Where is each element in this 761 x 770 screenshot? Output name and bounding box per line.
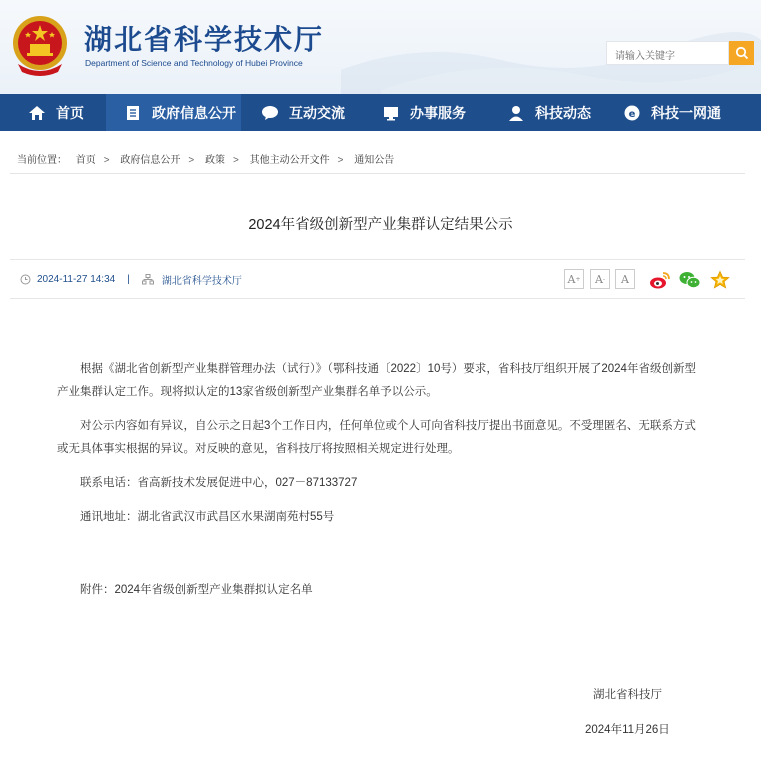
font-size-small-button[interactable] [615,269,635,289]
document-icon [124,104,142,122]
meta-divider: | [127,274,130,285]
national-emblem-icon [10,12,70,78]
globe-icon [623,104,641,122]
breadcrumb-prefix: 当前位置： [17,155,67,166]
weibo-icon [649,270,671,290]
breadcrumb-item[interactable]: 政策 [205,155,226,166]
site-subtitle: Department of Science and Technology of Hubei Province [85,58,303,68]
article-meta [20,272,242,287]
nav-item-interaction[interactable] [241,94,365,131]
article-body [57,358,707,529]
nav-item-portal[interactable] [607,94,761,131]
publish-date: 2024-11-27 14:34 [37,274,116,285]
signature: 湖北省科技厅 [593,689,662,701]
wechat-icon [679,270,701,290]
search-button[interactable] [729,41,754,65]
share-wechat-button[interactable] [679,269,701,291]
article-paragraph: 根据《湖北省创新型产业集群管理办法（试行）》（鄂科技通〔2022〕10号）要求，省科技厅组织开展了2024年省级创新型产业集群认定工作。现将拟认定的13家省级创新型产业集群名单予以公示。 [57,363,696,398]
clock-icon [20,274,31,285]
site-header [0,0,761,94]
svg-text:e: e [628,108,636,120]
favorite-button[interactable] [709,269,731,291]
breadcrumb-separator: > [337,155,344,166]
breadcrumb-separator: > [103,155,110,166]
sign-date: 2024年11月26日 [585,724,670,736]
breadcrumb [10,140,745,174]
breadcrumb-separator: > [233,155,239,166]
nav-item-news[interactable] [487,94,607,131]
font-size-large-button[interactable]: A + [564,269,584,289]
nav-item-label: 办事服务 [410,105,466,122]
person-icon [507,104,525,122]
favorite-star-icon [710,270,730,290]
font-button-label: A [567,272,576,286]
source-org-icon [142,274,154,285]
nav-item-label: 首页 [56,105,84,122]
nav-item-label: 科技一网通 [651,105,721,122]
font-size-medium-button[interactable]: A - [590,269,610,289]
breadcrumb-item[interactable]: 其他主动公开文件 [249,155,330,166]
site-title: 湖北省科学技术厅 [84,23,325,56]
contact-phone: 联系电话：省高新技术发展促进中心，027－87133727 [80,477,358,489]
search-input[interactable]: 请输入关键字 [606,41,729,65]
contact-address: 通讯地址：湖北省武汉市武昌区水果湖南苑村55号 [80,511,335,523]
breadcrumb-item[interactable]: 首页 [75,155,96,166]
font-button-label: A [595,272,603,286]
nav-item-services[interactable] [365,94,487,131]
breadcrumb-item[interactable]: 政府信息公开 [120,155,181,166]
main-nav [0,94,761,131]
home-icon [28,104,46,122]
monitor-icon [382,104,400,122]
breadcrumb-item[interactable]: 通知公告 [354,155,395,166]
chat-bubble-icon [261,104,279,122]
font-button-label: A [621,272,629,286]
nav-item-home[interactable] [0,94,106,131]
share-weibo-button[interactable] [649,269,671,291]
nav-item-label: 互动交流 [289,105,345,122]
attachment-link[interactable]: 附件：2024年省级创新型产业集群拟认定名单 [80,584,313,596]
article-source: 湖北省科学技术厅 [161,276,242,287]
breadcrumb-separator: > [188,155,195,166]
article-paragraph: 对公示内容如有异议，自公示之日起3个工作日内，任何单位或个人可向省科技厅提出书面意见。不受理匿名、无联系方式或无具体事实根据的异议。对反映的意见，省科技厅将按照相关规定进行处理。 [57,420,696,455]
article-meta-bar [10,259,745,299]
nav-item-gov-info[interactable] [106,94,241,131]
search-icon [735,46,749,60]
nav-item-label: 政府信息公开 [152,105,236,122]
article-title: 2024年省级创新型产业集群认定结果公示 [248,217,513,233]
nav-item-label: 科技动态 [535,105,591,122]
